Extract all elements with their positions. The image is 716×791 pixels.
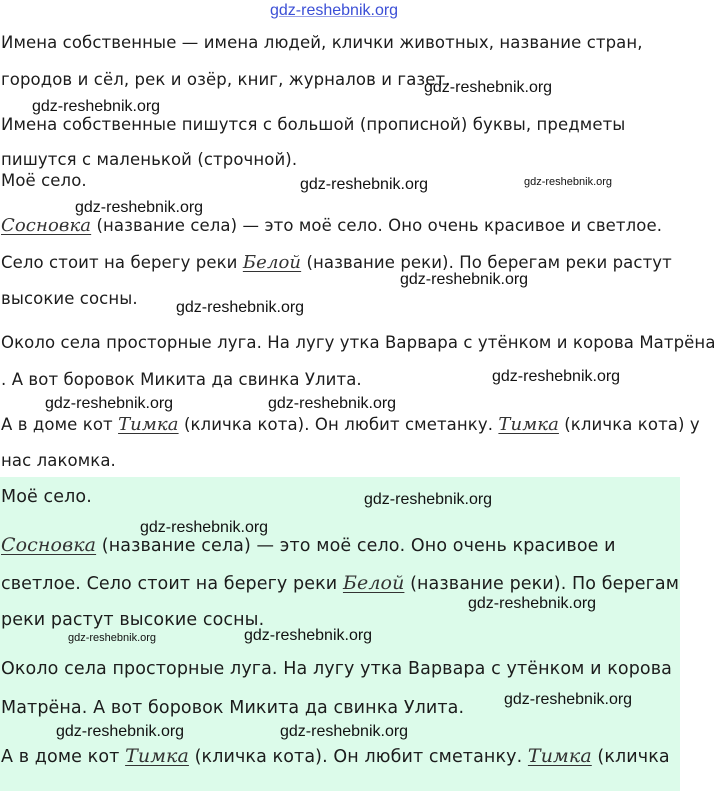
- watermark: gdz-reshebnik.org: [56, 723, 185, 740]
- watermark: gdz-reshebnik.org: [75, 199, 204, 216]
- site-header-link[interactable]: gdz-reshebnik.org: [270, 2, 399, 19]
- rule-line-2: городов и сёл, рек и озёр, книг, журналов и газет.: [1, 70, 451, 89]
- handwritten-word: Тимка: [498, 414, 559, 435]
- draft-line-3: высокие сосны.: [1, 289, 138, 308]
- draft-line-1-text: (название села) — это моё село. Оно очень красивое и светлое.: [91, 216, 663, 235]
- handwritten-word: Тимка: [118, 414, 179, 435]
- watermark: gdz-reshebnik.org: [244, 627, 373, 644]
- answer-title: Моё село.: [1, 487, 92, 507]
- answer-line-1: [1, 534, 616, 556]
- rule-line-4: пишутся с маленькой (строчной).: [1, 150, 298, 169]
- draft-line-1: [1, 215, 662, 236]
- draft-title: Моё село.: [1, 171, 87, 190]
- draft-line-5: . А вот боровок Микита да свинка Улита.: [1, 370, 362, 389]
- draft-line-7: нас лакомка.: [1, 451, 116, 470]
- watermark: gdz-reshebnik.org: [364, 491, 493, 508]
- draft-line-6-text: (кличка кота) у: [558, 415, 700, 434]
- watermark: gdz-reshebnik.org: [400, 271, 529, 288]
- watermark: gdz-reshebnik.org: [504, 691, 633, 708]
- draft-line-2-start: Село стоит на берегу реки: [1, 253, 243, 272]
- watermark: gdz-reshebnik.org: [424, 79, 553, 96]
- answer-line-2-text: (название реки). По берегам: [404, 574, 680, 594]
- watermark: gdz-reshebnik.org: [268, 395, 397, 412]
- answer-line-6-text: (кличка: [591, 747, 670, 767]
- watermark: gdz-reshebnik.org: [45, 395, 174, 412]
- answer-line-1-text: (название села) — это моё село. Оно очень красивое и: [96, 536, 616, 556]
- answer-line-6-start: А в доме кот: [1, 747, 126, 767]
- draft-line-4: Около села просторные луга. На лугу утка Варвара с утёнком и корова Матрёна: [1, 333, 716, 352]
- draft-line-2: [1, 252, 672, 273]
- rule-line-3: Имена собственные пишутся с большой (прописной) буквы, предметы: [1, 115, 626, 134]
- answer-line-3: реки растут высокие сосны.: [1, 610, 265, 630]
- watermark: gdz-reshebnik.org: [176, 299, 305, 316]
- handwritten-word: Тимка: [527, 745, 592, 767]
- rule-block: [0, 0, 680, 169]
- draft-line-6-mid: (кличка кота). Он любит сметанку.: [178, 415, 499, 434]
- handwritten-word: Сосновка: [1, 534, 97, 556]
- watermark: gdz-reshebnik.org: [492, 368, 621, 385]
- watermark: gdz-reshebnik.org: [68, 632, 157, 644]
- answer-line-6-mid: (кличка кота). Он любит сметанку.: [188, 747, 528, 767]
- answer-line-4: Около села просторные луга. На лугу утка Варвара с утёнком и корова: [1, 659, 672, 679]
- handwritten-word: Сосновка: [1, 215, 92, 236]
- watermark: gdz-reshebnik.org: [300, 176, 429, 193]
- watermark: gdz-reshebnik.org: [468, 595, 597, 612]
- handwritten-word: Белой: [242, 252, 302, 273]
- answer-line-2-start: светлое. Село стоит на берегу реки: [1, 574, 343, 594]
- answer-line-5: Матрёна. А вот боровок Микита да свинка Улита.: [1, 698, 465, 718]
- answer-line-6: [1, 745, 670, 767]
- answer-line-2: [1, 572, 679, 594]
- watermark: gdz-reshebnik.org: [140, 519, 269, 536]
- watermark: gdz-reshebnik.org: [280, 723, 409, 740]
- rule-line-1: Имена собственные — имена людей, клички животных, название стран,: [1, 33, 643, 52]
- handwritten-word: Белой: [342, 572, 405, 594]
- draft-line-2-text: (название реки). По берегам реки растут: [301, 253, 672, 272]
- draft-line-6-start: А в доме кот: [1, 415, 119, 434]
- draft-line-6: [1, 414, 700, 435]
- handwritten-word: Тимка: [125, 745, 189, 767]
- watermark: gdz-reshebnik.org: [32, 98, 161, 115]
- watermark: gdz-reshebnik.org: [524, 176, 613, 188]
